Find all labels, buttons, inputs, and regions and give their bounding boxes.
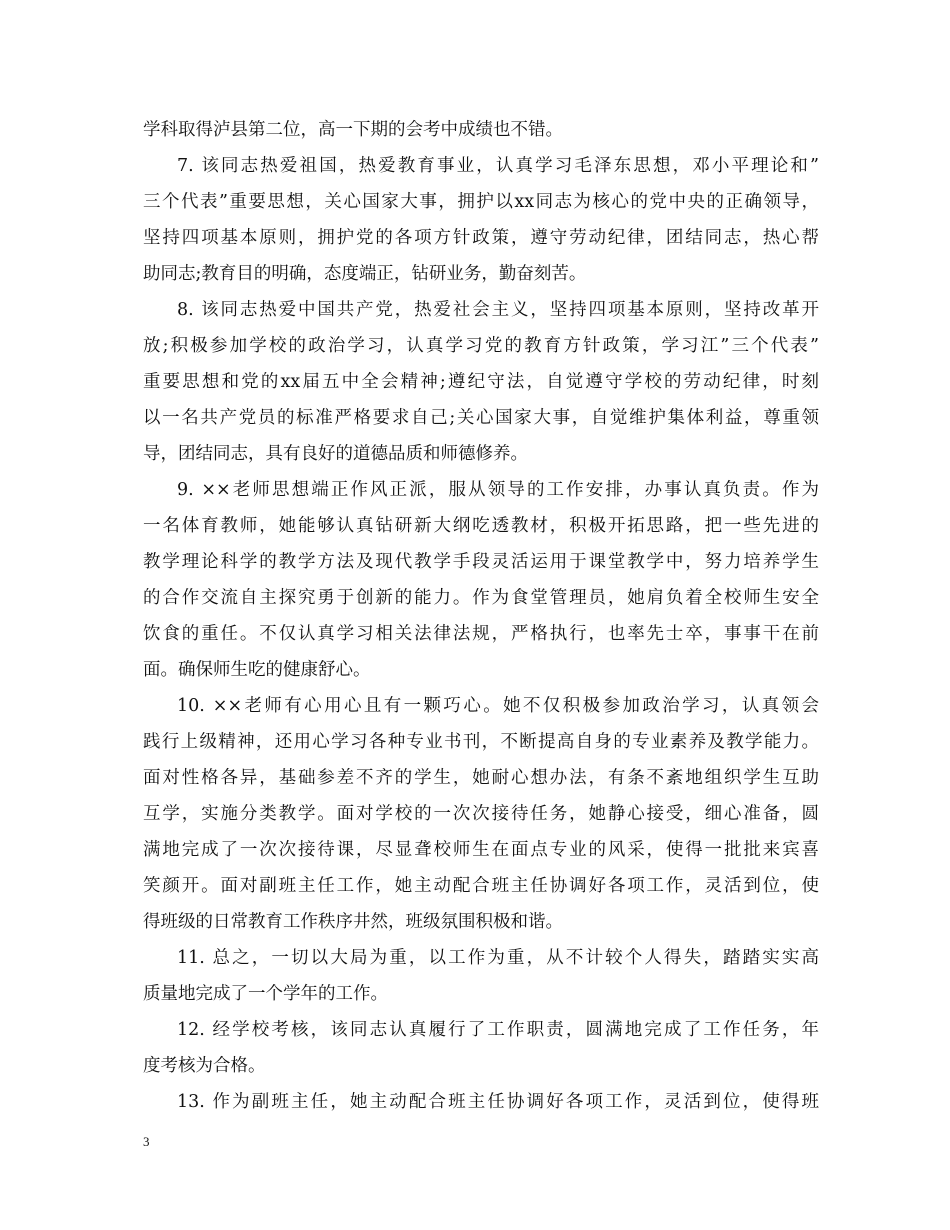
text-line: 坚持四项基本原则，拥护党的各项方针政策，遵守劳动纪律，团结同志，热心帮	[143, 228, 819, 248]
text-line: 践行上级精神，还用心学习各种专业书刊，不断提高自身的专业素养及教学能力。	[143, 732, 819, 752]
text-line: 10. ××老师有心用心且有一颗巧心。她不仅积极参加政治学习，认真领会	[177, 696, 819, 716]
text-line: 满地完成了一次次接待课，尽显聋校师生在面点专业的风采，使得一批批来宾喜	[143, 840, 819, 860]
text-line: 8. 该同志热爱中国共产党，热爱社会主义，坚持四项基本原则，坚持改革开	[177, 300, 819, 320]
text-line: 面对性格各异，基础参差不齐的学生，她耐心想办法，有条不紊地组织学生互助	[143, 768, 819, 788]
text-line: 7. 该同志热爱祖国，热爱教育事业，认真学习毛泽东思想，邓小平理论和”	[177, 156, 819, 176]
text-line: 9. ××老师思想端正作风正派，服从领导的工作安排，办事认真负责。作为	[177, 480, 819, 500]
text-line: 的合作交流自主探究勇于创新的能力。作为食堂管理员，她肩负着全校师生安全	[143, 588, 819, 608]
text-line: 以一名共产党员的标准严格要求自己;关心国家大事，自觉维护集体利益，尊重领	[143, 408, 819, 428]
text-line: 导，团结同志，具有良好的道德品质和师德修养。	[143, 444, 528, 464]
text-line: 重要思想和党的xx届五中全会精神;遵纪守法，自觉遵守学校的劳动纪律，时刻	[143, 372, 819, 392]
text-line: 度考核为合格。	[143, 1056, 266, 1076]
document-body	[143, 112, 819, 1120]
text-line: 助同志;教育目的明确，态度端正，钻研业务，勤奋刻苦。	[143, 264, 587, 284]
text-line: 三个代表”重要思想，关心国家大事，拥护以xx同志为核心的党中央的正确领导，	[143, 192, 819, 212]
text-line: 质量地完成了一个学年的工作。	[143, 984, 388, 1004]
text-line: 13. 作为副班主任，她主动配合班主任协调好各项工作，灵活到位，使得班	[177, 1092, 819, 1112]
text-line: 一名体育教师，她能够认真钻研新大纲吃透教材，积极开拓思路，把一些先进的	[143, 516, 819, 536]
text-line: 得班级的日常教育工作秩序井然，班级氛围积极和谐。	[143, 912, 563, 932]
text-line: 教学理论科学的教学方法及现代教学手段灵活运用于课堂教学中，努力培养学生	[143, 552, 819, 572]
text-line: 笑颜开。面对副班主任工作，她主动配合班主任协调好各项工作，灵活到位，使	[143, 876, 819, 896]
text-line: 面。确保师生吃的健康舒心。	[143, 660, 371, 680]
text-line: 学科取得泸县第二位，高一下期的会考中成绩也不错。	[143, 120, 563, 140]
text-line: 饮食的重任。不仅认真学习相关法律法规，严格执行，也率先士卒，事事干在前	[143, 624, 819, 644]
text-line: 互学，实施分类教学。面对学校的一次次接待任务，她静心接受，细心准备，圆	[143, 804, 819, 824]
text-line: 12. 经学校考核，该同志认真履行了工作职责，圆满地完成了工作任务，年	[177, 1020, 819, 1040]
page-number: 3	[143, 1134, 150, 1149]
text-line: 11. 总之，一切以大局为重，以工作为重，从不计较个人得失，踏踏实实高	[177, 948, 819, 968]
text-line: 放;积极参加学校的政治学习，认真学习党的教育方针政策，学习江”三个代表”	[143, 336, 819, 356]
